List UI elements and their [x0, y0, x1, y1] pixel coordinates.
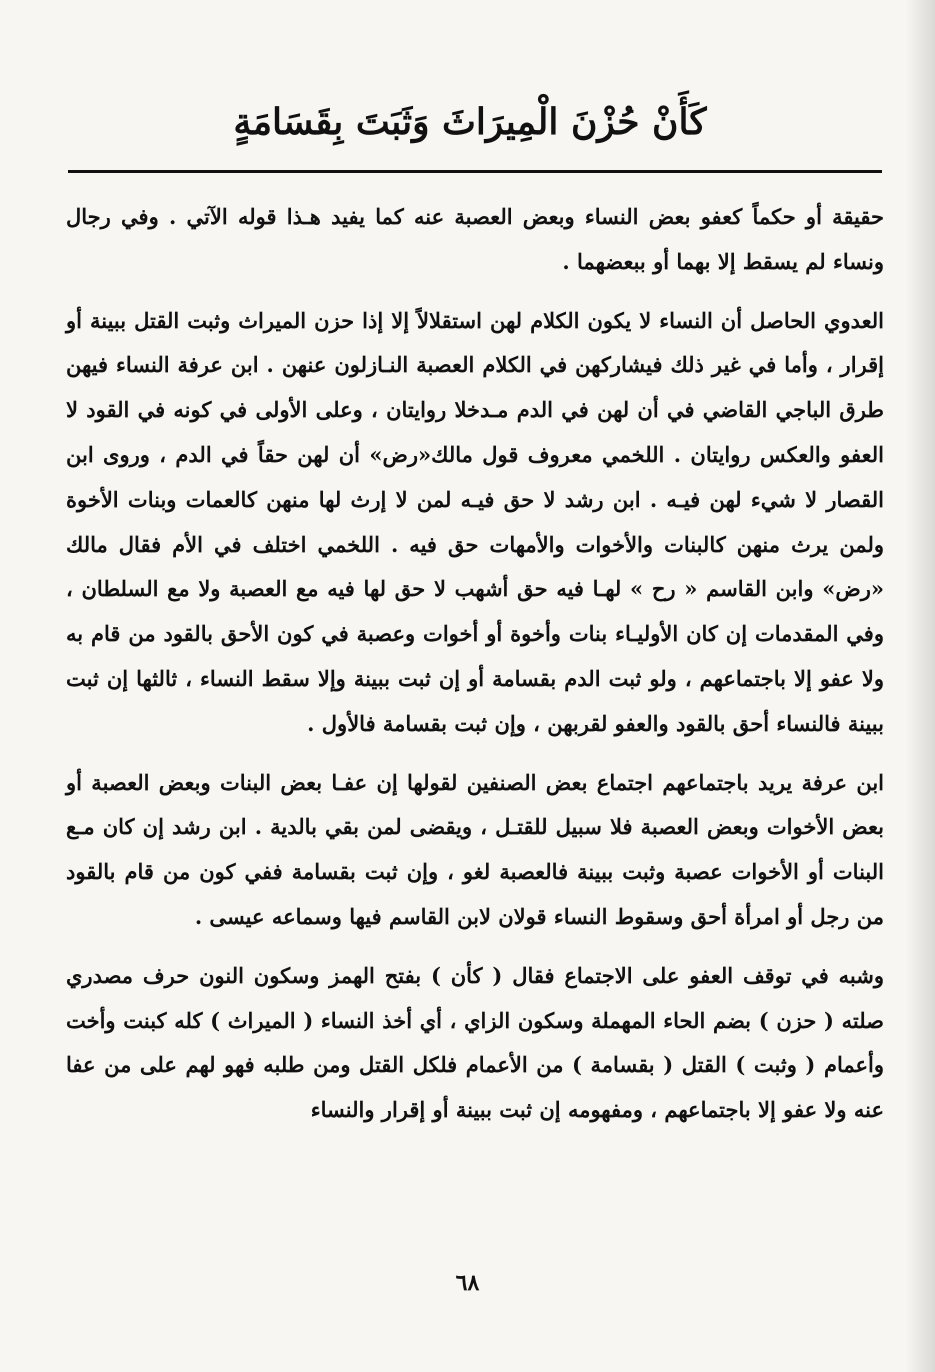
header-rule [68, 170, 882, 173]
page-body [66, 195, 884, 1147]
paragraph-2: العدوي الحاصل أن النساء لا يكون الكلام لهن استقلالاً إلا إذا حزن الميراث وثبت القتل ببينة أو إقرار ، وأما في غير ذلك فيشاركهن في الكلام العصبة النـازلون عنهن . ابن عرفة النساء فيهن طرق الباجي القاضي في أن لهن في الدم مـدخلا روايتان ، وعلى الأولى في كونه في القود لا العفو والعكس روايتان . اللخمي معروف قول مالك«رض» أن لهن حقاً في الدم ، وروى ابن القصار لا شيء لهن فيـه . ابن رشد لا حق فيـه لمن لا إرث لها منهن كالعمات وبنات الأخوة ولمن يرث منهن كالبنات والأخوات والأمهات حق فيه . اللخمي اختلف في الأم فقال مالك «رض» وابن القاسم « رح » لهـا فيه حق أشهب لا حق لها فيه مع العصبة ولا مع السلطان ، وفي المقدمات إن كان الأوليـاء بنات وأخوة أو أخوات وعصبة في كون الأحق بالقود من قام به ولا عفو إلا باجتماعهم ، ولو ثبت الدم بقسامة أو إن ثبت ببينة وإلا سقط النساء ، ثالثها إن ثبت ببينة فالنساء أحق بالقود والعفو لقربهن ، وإن ثبت بقسامة فالأول . [66, 307, 884, 736]
running-header-title: كَأَنْ حُزْنَ الْمِيرَاثَ وَثَبَتَ بِقَسَامَةٍ [233, 101, 707, 143]
page-number: ٦٨ [455, 1270, 480, 1296]
paragraph-4: وشبه في توقف العفو على الاجتماع فقال ( كأن ) بفتح الهمز وسكون النون حرف مصدري صلته ( حزن ) بضم الحاء المهملة وسكون الزاي ، أي أخذ النساء ( الميراث ) كله كبنت وأخت وأعمام ( وثبت ) القتل ( بقسامة ) من الأعمام فلكل القتل ومن طلبه فهو لهم على من عفا عنه ولا عفو إلا باجتماعهم ، ومفهومه إن ثبت ببينة أو إقرار والنساء [66, 962, 884, 1123]
scan-edge-shadow [905, 0, 935, 1372]
paragraph-1: حقيقة أو حكماً كعفو بعض النساء وبعض العصبة عنه كما يفيد هـذا قوله الآتي . وفي رجال ونساء لم يسقط إلا بهما أو ببعضهما . [66, 204, 884, 274]
paragraph-3: ابن عرفة يريد باجتماعهم اجتماع بعض الصنفين لقولها إن عفـا بعض البنات وبعض العصبة أو بعض الأخوات وبعض العصبة فلا سبيل للقتـل ، ويقضى لمن بقي بالدية . ابن رشد إن كان مـع البنات أو الأخوات عصبة وثبت ببينة فالعصبة لغو ، وإن ثبت بقسامة ففي كون من قام بالقود من رجل أو امرأة أحق وسقوط النساء قولان لابن القاسم فيها وسماعه عيسى . [66, 769, 884, 929]
